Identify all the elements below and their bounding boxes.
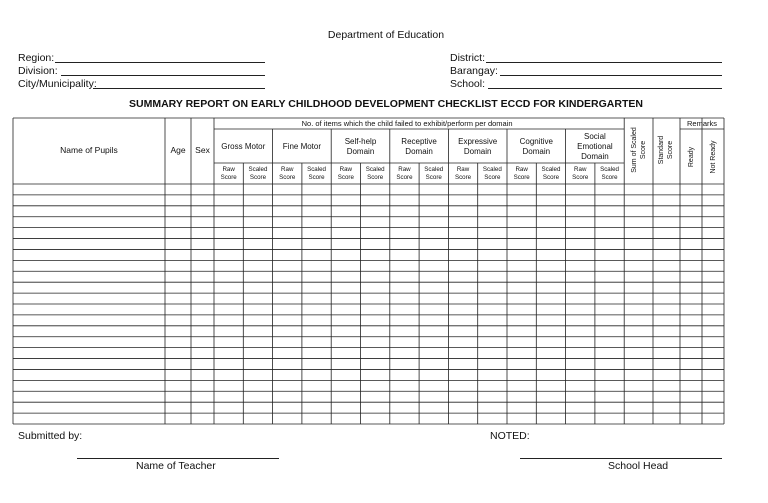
scaled-score-header: Scaled [307, 166, 327, 173]
scaled-score-header: Scaled [424, 166, 444, 173]
domain-header: Expressive [458, 137, 498, 146]
domain-header: Domain [346, 147, 375, 156]
raw-score-header: Raw [281, 166, 294, 173]
domain-header: Receptive [401, 137, 437, 146]
region-label: Region: [18, 52, 55, 64]
raw-score-header: Raw [339, 166, 353, 173]
domain-header: Domain [581, 152, 609, 161]
scaled-score-header: Scaled [248, 166, 268, 173]
scaled-score-header: Score [308, 174, 325, 181]
teacher-signature-line[interactable] [77, 458, 279, 459]
raw-score-header: Raw [515, 166, 528, 173]
scaled-score-header: Score [542, 174, 560, 181]
raw-score-header: Score [220, 174, 237, 181]
name-of-teacher-label: Name of Teacher [136, 460, 216, 472]
submitted-by-label: Submitted by: [18, 430, 83, 442]
domain-header: Social [584, 132, 606, 141]
barangay-label: Barangay: [450, 65, 498, 77]
district-label: District: [450, 52, 485, 64]
school-label: School: [450, 78, 486, 90]
ready-header: Ready [688, 146, 695, 168]
domain-header: Domain [522, 147, 551, 156]
raw-score-header: Score [396, 174, 413, 181]
scaled-score-header: Scaled [541, 166, 561, 173]
not-ready-header: Not Ready [710, 140, 717, 174]
report-title: SUMMARY REPORT ON EARLY CHILDHOOD DEVELOPMENT CHECKLIST ECCD FOR KINDERGARTEN [129, 98, 643, 110]
scaled-score-header: Score [601, 174, 618, 181]
domain-header: Cognitive [519, 137, 553, 146]
domain-group-header: No. of items which the child failed to exhibit/perform per domain [301, 119, 513, 128]
scaled-score-header: Score [484, 174, 501, 181]
raw-score-header: Raw [222, 166, 235, 173]
domain-header: Domain [463, 147, 492, 156]
scaled-score-header: Scaled [365, 166, 385, 173]
scaled-score-header: Score [249, 174, 267, 181]
name-of-pupils-header: Name of Pupils [60, 145, 118, 155]
sum-scaled-score-header: Score [640, 140, 647, 160]
school-head-signature-line[interactable] [520, 458, 722, 459]
scaled-score-header: Scaled [482, 166, 502, 173]
domain-header: Gross Motor [221, 142, 266, 151]
raw-score-header: Raw [574, 166, 587, 173]
raw-score-header: Score [572, 174, 589, 181]
age-header: Age [170, 145, 186, 155]
scaled-score-header: Scaled [600, 166, 620, 173]
remarks-header: Remarks [686, 119, 718, 128]
city-label: City/Municipality: [18, 78, 97, 90]
sex-header: Sex [195, 145, 210, 155]
noted-label: NOTED: [490, 430, 530, 442]
raw-score-header: Score [454, 174, 472, 181]
domain-header: Emotional [577, 142, 613, 151]
raw-score-header: Score [513, 174, 530, 181]
scaled-score-header: Score [367, 174, 384, 181]
domain-header: Self-help [344, 137, 377, 146]
school-head-label: School Head [608, 460, 669, 472]
department-heading: Department of Education [327, 29, 445, 41]
raw-score-header: Score [337, 174, 354, 181]
standard-score-header: Standard [658, 135, 665, 165]
standard-score-header: Score [667, 140, 674, 160]
sum-scaled-score-header: Sum of Scaled [631, 127, 638, 173]
scaled-score-header: Score [425, 174, 442, 181]
division-label: Division: [18, 65, 58, 77]
raw-score-header: Raw [456, 166, 470, 173]
raw-score-header: Score [279, 174, 296, 181]
domain-header: Domain [405, 147, 433, 156]
raw-score-header: Raw [398, 166, 411, 173]
domain-header: Fine Motor [282, 142, 322, 151]
